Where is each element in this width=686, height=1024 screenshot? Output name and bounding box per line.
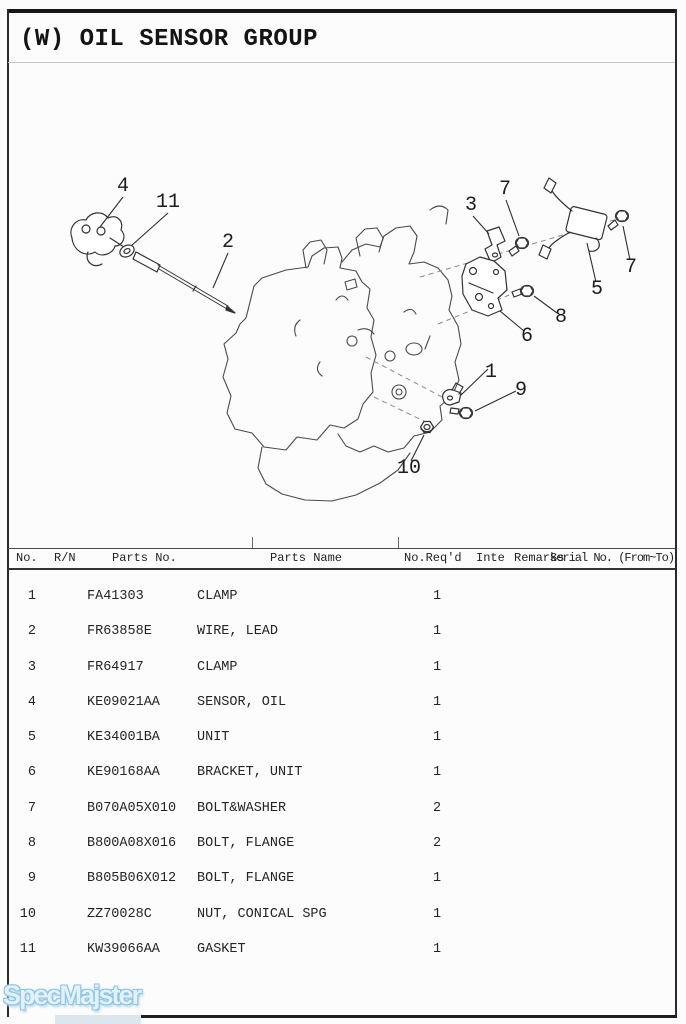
cell-parts-no: KE09021AA	[87, 694, 160, 710]
cell-no: 11	[19, 941, 36, 957]
callout-2: 2	[221, 231, 234, 254]
callout-11: 11	[155, 191, 180, 214]
cell-parts-no: KE34001BA	[87, 730, 160, 746]
cell-no: 4	[27, 694, 36, 710]
cell-qty: 2	[432, 836, 442, 852]
header-rn: R/N	[54, 551, 76, 565]
cell-parts-name: BOLT&WASHER	[197, 800, 287, 816]
cell-parts-name: BOLT, FLANGE	[197, 836, 295, 852]
cell-parts-no: FR64917	[87, 659, 144, 675]
cell-no: 5	[27, 730, 36, 746]
cell-no: 7	[27, 800, 36, 816]
callout-7a: 7	[498, 178, 511, 201]
table-row	[0, 615, 686, 650]
cell-no: 10	[19, 906, 36, 922]
table-header-rule-bottom	[8, 568, 675, 570]
cell-qty: 1	[432, 906, 442, 922]
cell-parts-no: ZZ70028C	[87, 906, 152, 922]
cell-parts-no: B800A08X016	[87, 836, 177, 852]
cell-parts-no: KW39066AA	[87, 941, 160, 957]
page-title: (W) OIL SENSOR GROUP	[20, 26, 319, 53]
header-serial: Serial No. (From~To)	[550, 551, 675, 565]
table-row	[0, 721, 686, 756]
callout-7b: 7	[624, 256, 637, 279]
section-tick-right	[398, 537, 399, 548]
table-header	[0, 551, 686, 567]
cell-parts-name: BOLT, FLANGE	[197, 871, 295, 887]
callout-1: 1	[484, 361, 497, 384]
header-remarks: Remarks	[514, 551, 565, 565]
cell-qty: 1	[432, 659, 442, 675]
table-row	[0, 651, 686, 686]
cell-qty: 1	[432, 589, 442, 604]
cell-qty: 1	[432, 730, 442, 746]
callout-4: 4	[116, 175, 129, 198]
table-row	[0, 898, 686, 933]
header-parts-no: Parts No.	[112, 551, 177, 565]
cell-qty: 1	[432, 941, 442, 957]
callout-6: 6	[520, 325, 533, 348]
cell-no: 8	[27, 836, 36, 852]
cell-parts-name: WIRE, LEAD	[197, 624, 279, 640]
callout-5: 5	[590, 278, 603, 301]
cell-parts-no: FA41303	[87, 589, 144, 604]
header-parts-name: Parts Name	[270, 551, 343, 565]
callout-3: 3	[464, 194, 477, 217]
cell-qty: 1	[432, 765, 442, 781]
cell-parts-name: UNIT	[197, 730, 230, 746]
table-row	[0, 686, 686, 721]
table-row	[0, 827, 686, 862]
cell-parts-name: NUT, CONICAL SPG	[197, 906, 327, 922]
cell-parts-no: B070A05X010	[87, 800, 177, 816]
cell-parts-name: BRACKET, UNIT	[197, 765, 303, 781]
cell-no: 6	[27, 765, 36, 781]
callout-8: 8	[554, 306, 567, 329]
callout-10: 10	[396, 457, 421, 480]
header-qty: No.Req'd	[404, 551, 462, 565]
header-no: No.	[16, 551, 38, 565]
cell-parts-name: CLAMP	[197, 589, 238, 604]
cell-parts-no: KE90168AA	[87, 765, 160, 781]
table-row	[0, 756, 686, 791]
watermark-logo: SpecMajster	[3, 980, 141, 1010]
section-tick-left	[252, 537, 253, 548]
cell-parts-no: FR63858E	[87, 624, 152, 640]
table-row	[0, 862, 686, 897]
cell-parts-name: SENSOR, OIL	[197, 694, 287, 710]
cell-qty: 1	[432, 694, 442, 710]
cell-no: 9	[27, 871, 36, 887]
cell-no: 3	[27, 659, 36, 675]
callout-9: 9	[514, 379, 527, 402]
table-row	[0, 580, 686, 615]
table-row	[0, 933, 686, 968]
cell-parts-no: B805B06X012	[87, 871, 177, 887]
cell-no: 2	[27, 624, 36, 640]
cell-qty: 2	[432, 800, 442, 816]
table-row	[0, 792, 686, 827]
cell-qty: 1	[432, 871, 442, 887]
header-inte: Inte	[476, 551, 505, 565]
cell-parts-name: CLAMP	[197, 659, 238, 675]
cell-qty: 1	[432, 624, 442, 640]
parts-table-body	[0, 580, 686, 968]
table-header-rule-top	[8, 548, 675, 549]
cell-parts-name: GASKET	[197, 941, 246, 957]
cell-no: 1	[27, 589, 36, 604]
